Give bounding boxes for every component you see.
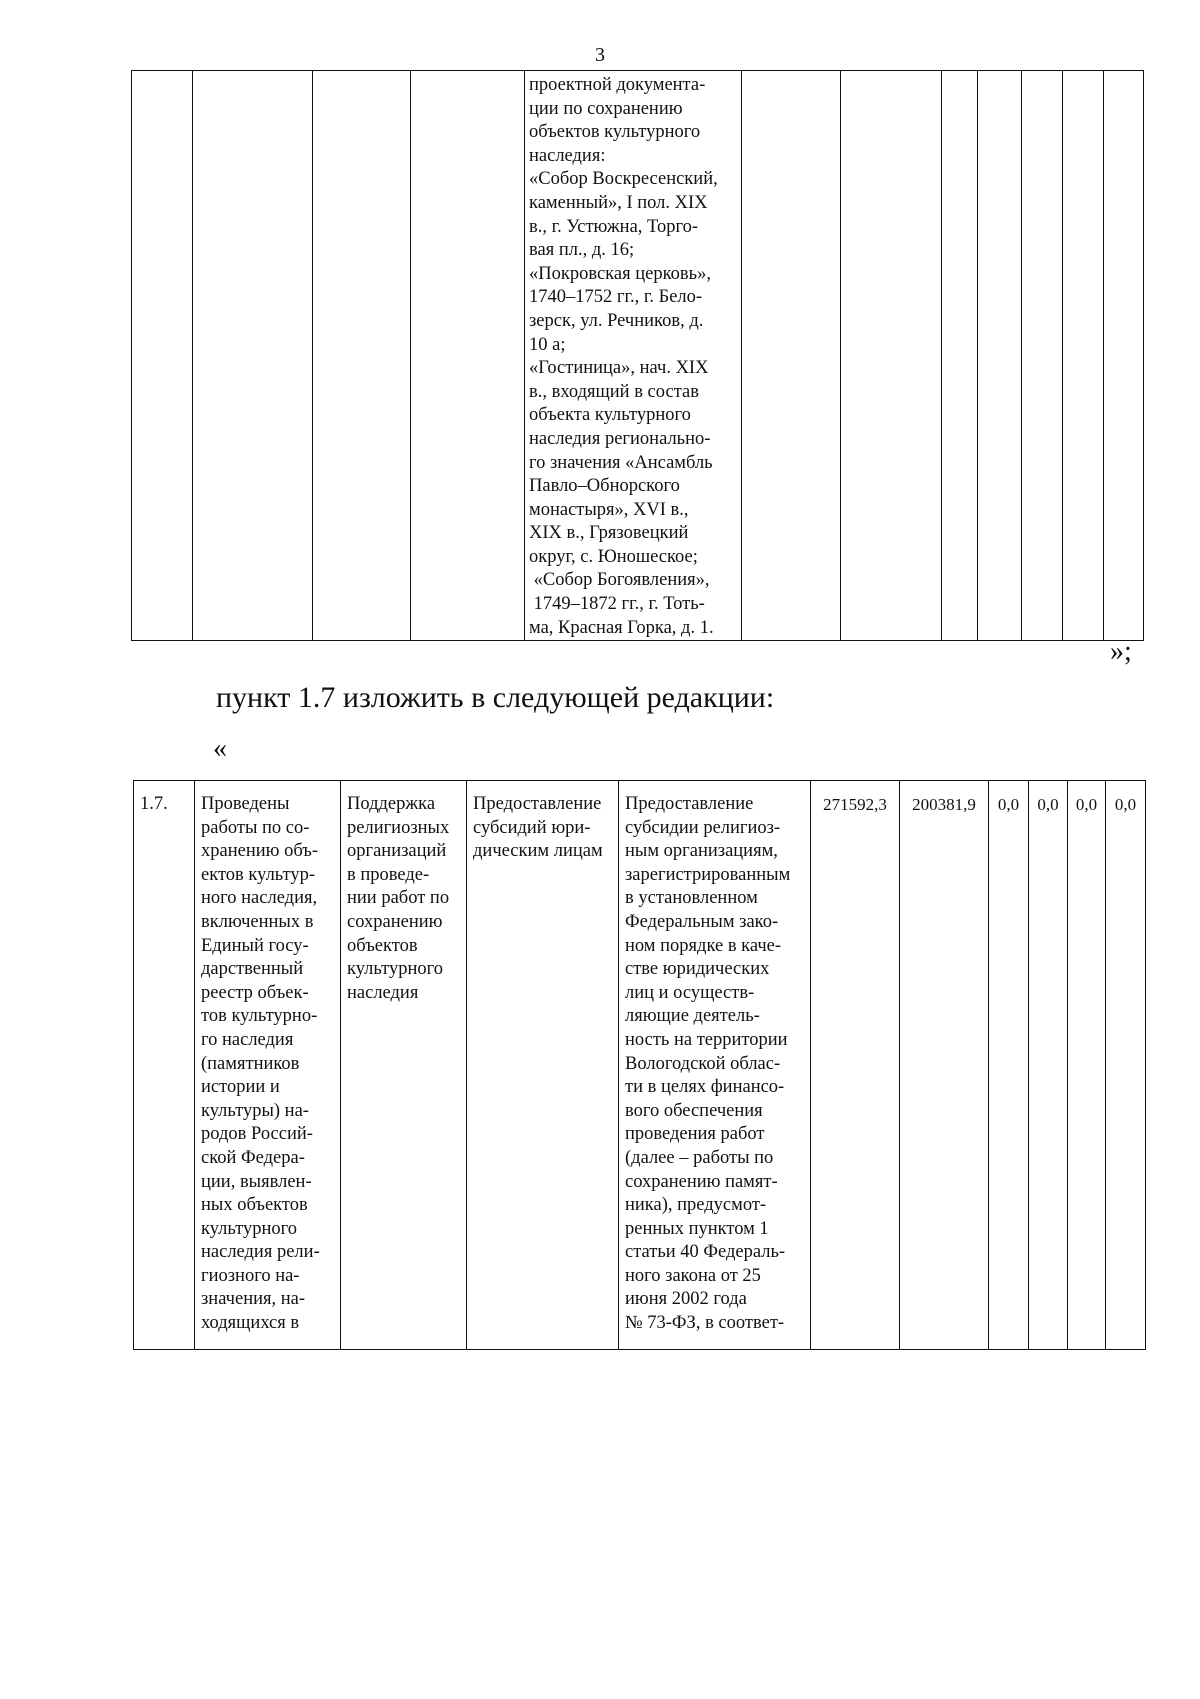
object-list-text: проектной документа- ции по сохранению объектов культурного наследия: «Собор Воскресенский, каменный», I пол. XIX в., г. Устюжна, Торго- вая пл., д. 16; «Покровская церковь», 1740–1752 гг., г. Бело- зерск, ул. Речников, д. 10 а; «Гостиница», нач. XIX в., входящий в состав объекта культурного наследия регионально- го значения «Ансамбль Павло–Обнорского монастыря», XVI в., XIX в., Грязовецкий округ, с. Юношеское; «Собор Богоявления», 1749–1872 гг., г. Тоть- ма, Красная Горка, д. 1. (529, 75, 718, 638)
table-cell (525, 71, 742, 641)
table-cell (1068, 781, 1106, 1350)
closing-quote: »; (1110, 636, 1132, 667)
table-cell (989, 781, 1029, 1350)
instruction-text: пункт 1.7 изложить в следующей редакции: (216, 681, 775, 714)
value-year-3: 0,0 (1037, 795, 1059, 814)
value-total: 271592,3 (823, 795, 887, 814)
table-cell (1029, 781, 1068, 1350)
table-cell (193, 71, 313, 641)
table-cell (619, 781, 811, 1350)
mechanism-text: Предоставление субсидий юри- дическим лицам (473, 794, 603, 862)
value-year-1: 200381,9 (912, 795, 976, 814)
table-cell (411, 71, 525, 641)
table-cell (132, 71, 193, 641)
table-cell (467, 781, 619, 1350)
table-cell (1063, 71, 1104, 641)
task-text: Поддержка религиозных организаций в проведе- нии работ по сохранению объектов культурного наследия (347, 794, 450, 1003)
table-cell (942, 71, 978, 641)
table-row (132, 71, 1144, 641)
table-cell (900, 781, 989, 1350)
table-cell (978, 71, 1022, 641)
table-cell (1104, 71, 1144, 641)
table-cell (1106, 781, 1146, 1350)
value-year-5: 0,0 (1114, 795, 1137, 814)
page-number: 3 (595, 44, 605, 66)
table-cell (195, 781, 341, 1350)
value-year-2: 0,0 (997, 795, 1020, 814)
table-cell (811, 781, 900, 1350)
table-cell (134, 781, 195, 1350)
value-year-4: 0,0 (1075, 795, 1098, 814)
table-row (134, 781, 1146, 1350)
item-1-7-table (133, 780, 1146, 1350)
table-cell (742, 71, 841, 641)
table-cell (841, 71, 942, 641)
table-cell (341, 781, 467, 1350)
opening-quote: « (213, 733, 227, 764)
table-cell (313, 71, 411, 641)
result-text: Проведены работы по со- хранению объ- ектов культур- ного наследия, включенных в Единый госу- дарственный реестр объек- тов культурно- го наследия (памятников истории и культуры) на- родов Россий- ской Федера- ции, выявлен- ных объектов культурного наследия рели- гиозного на- значения, на- ходящихся в (201, 794, 320, 1334)
item-number: 1.7. (140, 794, 168, 814)
continued-table (131, 70, 1144, 641)
description-text: Предоставление субсидии религиоз- ным организациям, зарегистрированным в установленном Федеральным зако- ном порядке в каче- стве юридических лиц и осуществ- ляющие деятель- ность на территории Вологодской облас- ти в целях финансо- вого обеспечения проведения работ (далее – работы по сохранению памят- ника), предусмот- ренных пунктом 1 статьи 40 Федераль- ного закона от 25 июня 2002 года № 73-ФЗ, в соответ- (625, 794, 791, 1334)
table-cell (1022, 71, 1063, 641)
